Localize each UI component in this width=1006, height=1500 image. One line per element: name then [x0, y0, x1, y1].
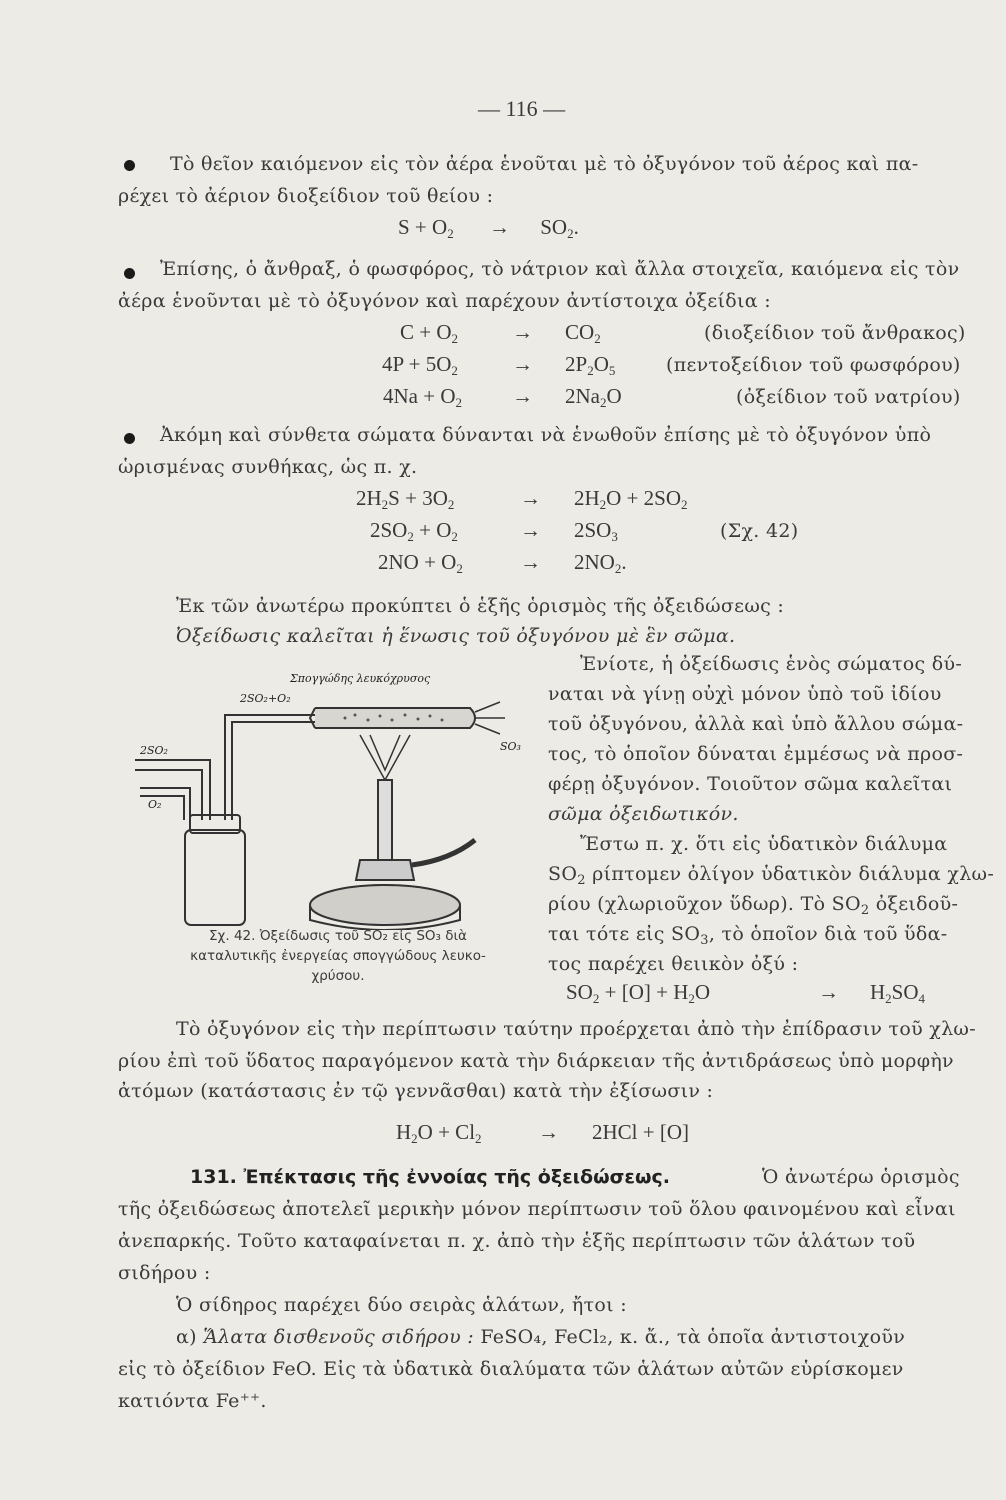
equation-carbon-product: $CO_2$ — [565, 320, 601, 346]
label-o2-inlet: O₂ — [148, 798, 162, 811]
arrow-icon: → — [512, 320, 533, 344]
note-carbon: (διοξείδιον τοῦ ἄνθρακος) — [704, 322, 966, 344]
right-col-line: Ἔστω π. χ. ὅτι εἰς ὑδατικὸν διάλυμα — [580, 833, 948, 855]
equation-sulfuric-acid: $SO_2 + [O] + H_2O$ — [566, 980, 711, 1006]
figure-caption-line-1: Σχ. 42. Ὀξείδωσις τοῦ SO₂ εἰς SO₃ διὰ — [209, 928, 467, 944]
right-col-line: ρίου (χλωριοῦχον ὕδωρ). Τὸ $SO_2$ ὀξειδοῦ- — [548, 893, 959, 918]
section-line-1-rest: Ὁ ἀνωτέρω ὁρισμὸς — [762, 1166, 960, 1188]
note-sodium: (ὀξείδιον τοῦ νατρίου) — [736, 386, 961, 408]
apparatus-drawing — [130, 660, 530, 930]
bullet-icon — [124, 268, 135, 279]
paragraph-4-line-1: Τὸ ὀξυγόνον εἰς τὴν περίπτωσιν ταύτην προέρχεται ἀπὸ τὴν ἐπίδρασιν τοῦ χλω- — [176, 1018, 976, 1040]
arrow-icon: → — [520, 518, 541, 542]
equation-sodium: $4Na + O_2$ — [383, 384, 462, 410]
label-so3-outlet: SO₃ — [500, 740, 521, 753]
right-col-line: $SO_2$ ρίπτομεν ὀλίγον ὑδατικὸν διάλυμα χλω- — [548, 863, 995, 888]
equation-h2s: $2H_2S + 3O_2$ — [356, 486, 455, 512]
right-col-line: φέρῃ ὀξυγόνον. Τοιοῦτον σῶμα καλεῖται — [548, 773, 953, 795]
equation-phosphorus: $4P + 5O_2$ — [382, 352, 458, 378]
right-col-line: σῶμα ὀξειδωτικόν. — [548, 803, 739, 825]
paragraph-3-line-2: ὡρισμένας συνθήκας, ὡς π. χ. — [118, 456, 418, 478]
section-line-5: Ὁ σίδηρος παρέχει δύο σειρὰς ἁλάτων, ἤτοι : — [176, 1294, 627, 1316]
figure-caption-line-3: χρύσου. — [311, 968, 365, 984]
arrow-icon: → — [818, 980, 839, 1004]
arrow-icon: → — [520, 486, 541, 510]
paragraph-1-line-2: ρέχει τὸ ἀέριον διοξείδιον τοῦ θείου : — [118, 185, 494, 207]
paragraph-2-line-2: ἀέρα ἑνοῦνται μὲ τὸ ὀξυγόνον καὶ παρέχουν ἀντίστοιχα ὀξείδια : — [118, 290, 771, 312]
equation-so2-product: $2SO_3$ — [574, 518, 618, 544]
right-col-line: τοῦ ὀξυγόνου, ἀλλὰ καὶ ὑπὸ ἄλλου σώμα- — [548, 713, 964, 735]
burner-flame — [360, 735, 410, 780]
right-col-line: ναται νὰ γίνῃ οὐχὶ μόνον ὑπὸ τοῦ ἰδίου — [548, 683, 942, 705]
definition-intro: Ἐκ τῶν ἀνωτέρω προκύπτει ὁ ἑξῆς ὁρισμὸς τῆς ὀξειδώσεως : — [176, 595, 785, 617]
equation-sodium-product: $2Na_2O$ — [565, 384, 622, 410]
right-col-line: ται τότε εἰς $SO_3$, τὸ ὁποῖον διὰ τοῦ ὕδα- — [548, 923, 948, 948]
arrow-icon: → — [512, 384, 533, 408]
arrow-icon: → — [538, 1120, 559, 1144]
equation-s-o2: $S + O_2 \to SO_2$. — [398, 215, 579, 241]
arrow-icon: → — [512, 352, 533, 376]
page-number: — 116 — — [478, 96, 566, 121]
equation-so2: $2SO_2 + O_2$ — [370, 518, 458, 544]
wash-bottle — [185, 830, 245, 925]
section-line-8: κατιόντα Fe⁺⁺. — [118, 1390, 267, 1412]
equation-sulfuric-acid-product: $H_2SO_4$ — [870, 980, 926, 1006]
burner-base — [356, 860, 414, 880]
equation-chlorine-water-product: 2HCl + [O] — [592, 1120, 690, 1144]
bullet-icon — [124, 433, 135, 444]
note-phosphorus: (πεντοξείδιον τοῦ φωσφόρου) — [666, 354, 961, 376]
arrow-icon: → — [520, 550, 541, 574]
label-so2-inlet: 2SO₂ — [140, 744, 168, 757]
figure-reference: (Σχ. 42) — [720, 520, 799, 542]
right-col-line: Ἐνίοτε, ἡ ὀξείδωσις ἑνὸς σώματος δύ- — [580, 653, 963, 675]
gas-hose — [412, 840, 475, 865]
right-col-line: τος, τὸ ὁποῖον δύναται ἐμμέσως νὰ προσ- — [548, 743, 964, 765]
equation-phosphorus-product: $2P_2O_5$ — [565, 352, 616, 378]
label-sponge-platinum: Σπογγώδης λευκόχρυσος — [290, 672, 431, 685]
equation-chlorine-water: $H_2O + Cl_2$ — [396, 1120, 482, 1146]
label-gas-mixture: 2SO₂+O₂ — [240, 692, 291, 705]
section-line-3: ἀνεπαρκής. Τοῦτο καταφαίνεται π. χ. ἀπὸ τὴν ἑξῆς περίπτωσιν τῶν ἁλάτων τοῦ — [118, 1230, 916, 1252]
equation-no-product: $2NO_2$. — [574, 550, 627, 576]
definition-statement: Ὀξείδωσις καλεῖται ἡ ἕνωσις τοῦ ὀξυγόνου μὲ ἓν σῶμα. — [176, 625, 736, 647]
bullet-icon — [124, 160, 135, 171]
equation-h2s-product: $2H_2O + 2SO_2$ — [574, 486, 688, 512]
equation-carbon: $C + O_2$ — [400, 320, 459, 346]
paragraph-3-line-1: Ἀκόμη καὶ σύνθετα σώματα δύνανται νὰ ἑνωθοῦν ἐπίσης μὲ τὸ ὀξυγόνον ὑπὸ — [160, 424, 932, 446]
section-line-6: α) Ἅλατα δισθενοῦς σιδήρου : FeSO₄, FeCl₂, κ. ἄ., τὰ ὁποῖα ἀντιστοιχοῦν — [176, 1326, 906, 1348]
figure-caption-line-2: καταλυτικῆς ἐνεργείας σπογγώδους λευκο- — [190, 948, 486, 964]
catalyst-tube — [315, 708, 475, 728]
section-line-2: τῆς ὀξειδώσεως ἀποτελεῖ μερικὴν μόνον περίπτωσιν τοῦ ὅλου φαινομένου καὶ εἶναι — [118, 1198, 956, 1220]
section-heading: 131. Ἐπέκτασις τῆς ἐννοίας τῆς ὀξειδώσεως. — [190, 1166, 670, 1188]
section-line-7: εἰς τὸ ὀξείδιον FeO. Εἰς τὰ ὑδατικὰ διαλύματα τῶν ἁλάτων αὐτῶν εὑρίσκομεν — [118, 1358, 904, 1380]
apparatus-figure — [130, 660, 530, 930]
right-col-line: τος παρέχει θειικὸν ὀξύ : — [548, 953, 799, 975]
paragraph-4-line-3: ἀτόμων (κατάστασις ἐν τῷ γεννᾶσθαι) κατὰ τὴν ἐξίσωσιν : — [118, 1080, 714, 1102]
section-line-4: σιδήρου : — [118, 1262, 211, 1284]
paragraph-2-line-1: Ἐπίσης, ὁ ἄνθραξ, ὁ φωσφόρος, τὸ νάτριον καὶ ἄλλα στοιχεῖα, καιόμενα εἰς τὸν — [160, 258, 960, 280]
equation-no: $2NO + O_2$ — [378, 550, 463, 576]
paragraph-4-line-2: ρίου ἐπὶ τοῦ ὕδατος παραγόμενον κατὰ τὴν διάρκειαν τῆς ἀντιδράσεως ὑπὸ μορφὴν — [118, 1050, 954, 1072]
paragraph-1-line-1: Τὸ θεῖον καιόμενον εἰς τὸν ἀέρα ἑνοῦται μὲ τὸ ὀξυγόνον τοῦ ἀέρος καὶ πα- — [170, 153, 919, 175]
